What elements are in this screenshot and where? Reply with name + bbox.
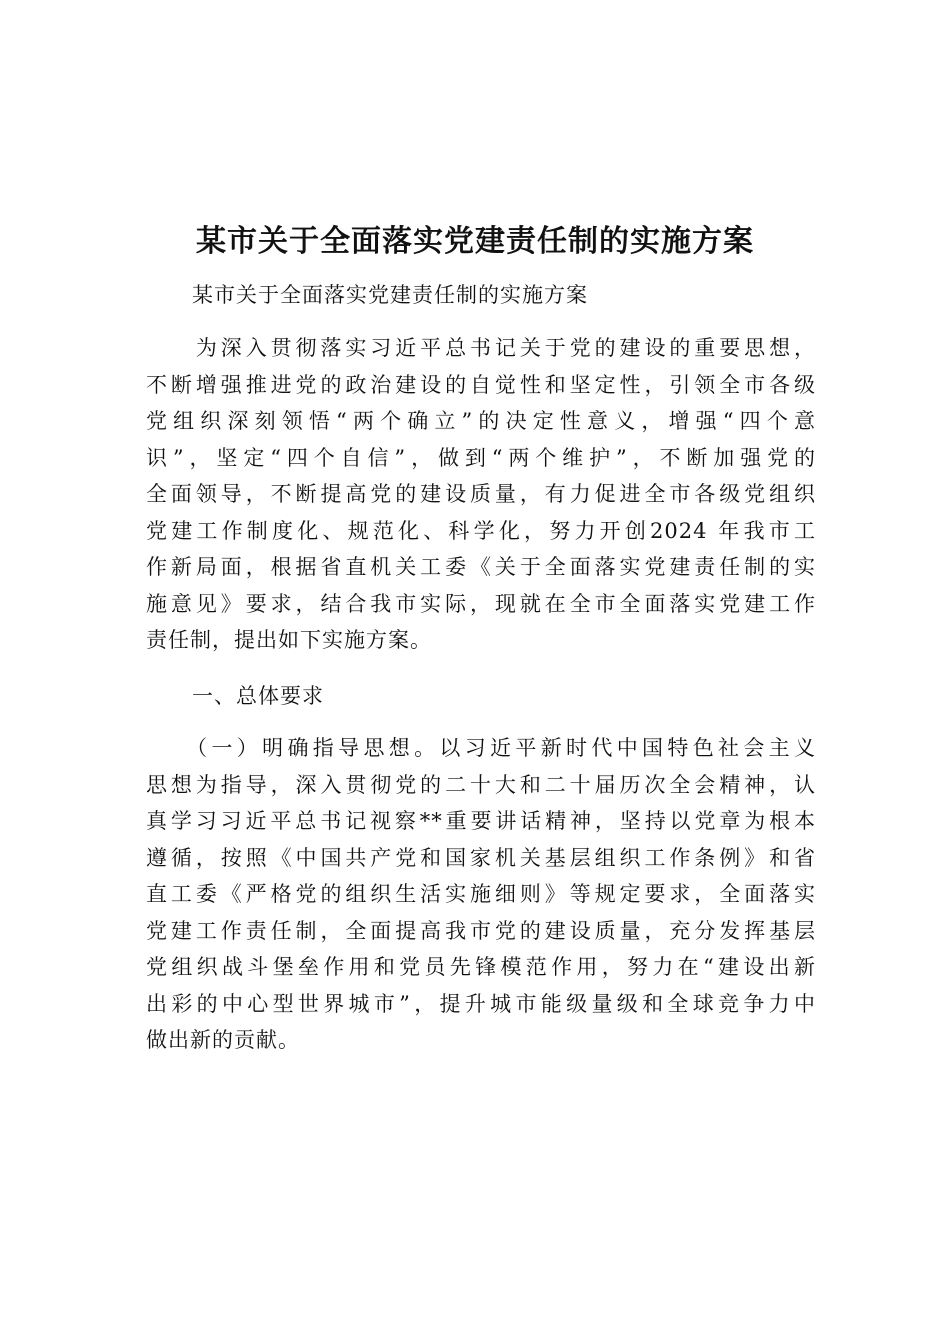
paragraph-line: 全面领导，不断提高党的建设质量，有力促进全市各级党组织 <box>146 482 816 506</box>
paragraph-line: 识”，坚定“四个自信”，做到“两个维护”，不断加强党的 <box>146 445 816 470</box>
document-title: 某市关于全面落实党建责任制的实施方案 <box>196 224 754 259</box>
paragraph-line: 施意见》要求，结合我市实际，现就在全市全面落实党建工作 <box>146 591 816 616</box>
paragraph-line: 党建工作制度化、规范化、科学化，努力开创2024 年我市工 <box>146 518 816 543</box>
paragraph-line: 不断增强推进党的政治建设的自觉性和坚定性，引领全市各级 <box>146 372 816 397</box>
paragraph-line: 遵循，按照《中国共产党和国家机关基层组织工作条例》和省 <box>146 845 816 870</box>
paragraph-line: 思想为指导，深入贯彻党的二十大和二十届历次全会精神，认 <box>146 772 816 797</box>
paragraph-line: 责任制，提出如下实施方案。 <box>146 628 432 652</box>
paragraph-line: 党组织战斗堡垒作用和党员先锋模范作用，努力在“建设出新 <box>146 955 816 979</box>
document-subtitle: 某市关于全面落实党建责任制的实施方案 <box>192 283 588 307</box>
section-heading: 一、总体要求 <box>192 684 324 708</box>
paragraph-line: 为深入贯彻落实习近平总书记关于党的建设的重要思想， <box>146 336 816 360</box>
paragraph-line: 出彩的中心型世界城市”，提升城市能级量级和全球竞争力中 <box>146 991 816 1016</box>
paragraph-line: 党组织深刻领悟“两个确立”的决定性意义，增强“四个意 <box>146 409 816 433</box>
paragraph-line: （一）明确指导思想。以习近平新时代中国特色社会主义 <box>146 736 816 760</box>
paragraph-guiding-ideology <box>146 730 816 1059</box>
paragraph-line: 直工委《严格党的组织生活实施细则》等规定要求，全面落实 <box>146 882 816 906</box>
paragraph-line: 作新局面，根据省直机关工委《关于全面落实党建责任制的实 <box>146 555 816 579</box>
paragraph-line: 做出新的贡献。 <box>146 1028 300 1052</box>
paragraph-line: 真学习习近平总书记视察**重要讲话精神，坚持以党章为根本 <box>146 809 816 833</box>
paragraph-intro <box>146 330 816 659</box>
paragraph-line: 党建工作责任制，全面提高我市党的建设质量，充分发挥基层 <box>146 918 816 943</box>
